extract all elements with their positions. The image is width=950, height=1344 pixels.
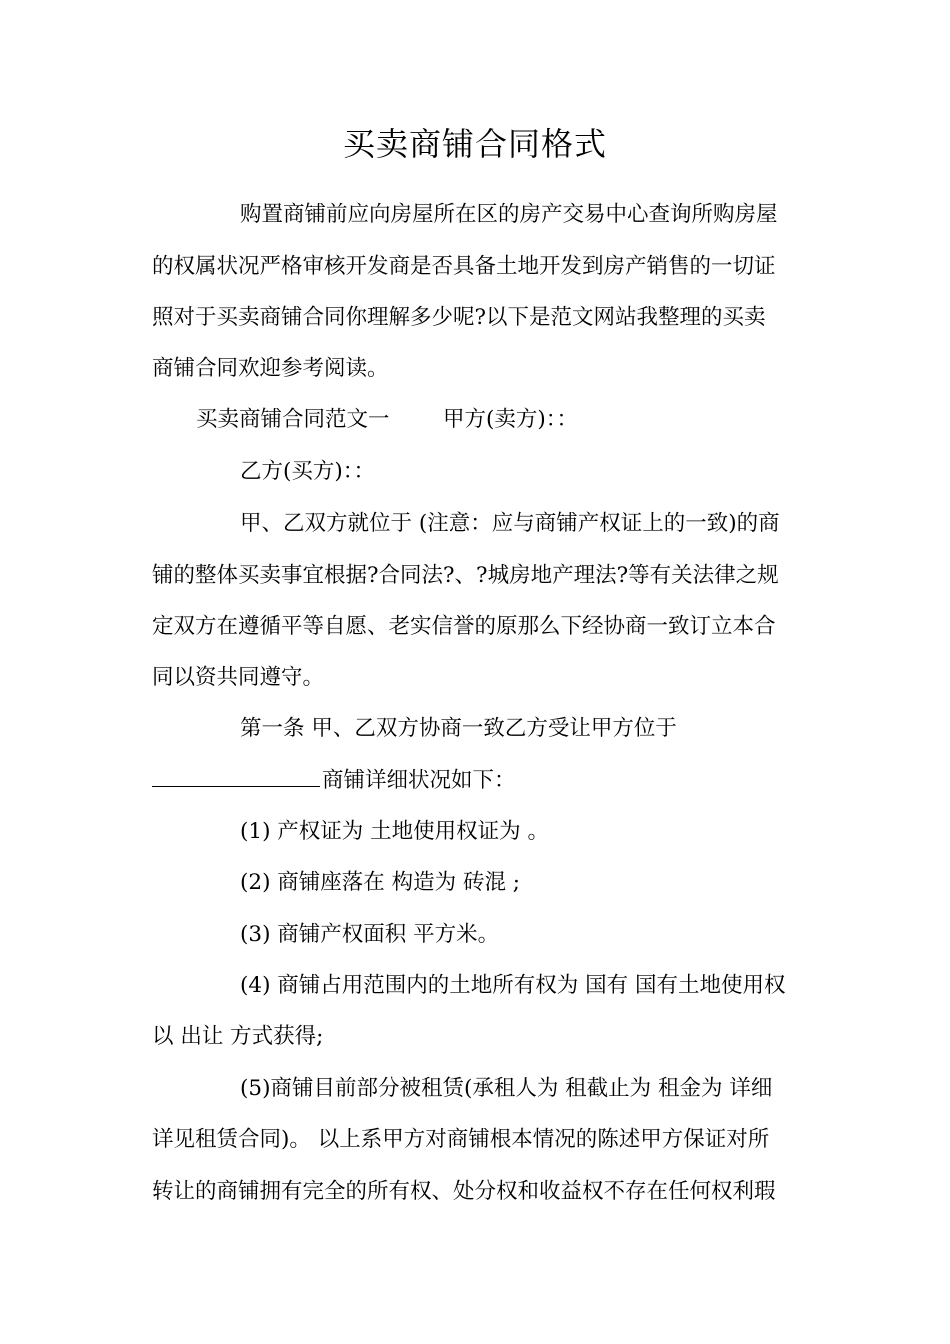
paragraph-line: 甲、乙双方就位于 (注意：应与商铺产权证上的一致)的商 [240, 511, 780, 536]
list-item-1: (1) 产权证为 土地使用权证为 。 [240, 819, 549, 844]
list-item-3: (3) 商铺产权面积 平方米。 [240, 922, 500, 947]
article-one-continued [152, 766, 516, 796]
party-b-line: 乙方(买方)：： [240, 459, 376, 484]
sample-heading: 买卖商铺合同范文一 [196, 407, 390, 432]
paragraph-text: 商铺详细状况如下： [322, 768, 516, 793]
paragraph-line: 转让的商铺拥有完全的所有权、处分权和收益权不存在任何权利瑕 [152, 1179, 776, 1204]
paragraph-line: 详见租赁合同)。 以上系甲方对商铺根本情况的陈述甲方保证对所 [152, 1127, 770, 1152]
list-item-4-continued: 以 出让 方式获得; [152, 1024, 324, 1049]
paragraph-line: 商铺合同欢迎参考阅读。 [152, 356, 389, 381]
list-item-5: (5)商铺目前部分被租赁(承租人为 租截止为 租金为 详细 [240, 1076, 773, 1101]
paragraph-line: 定双方在遵循平等自愿、老实信誉的原那么下经协商一致订立本合 [152, 614, 776, 639]
paragraph-line: 铺的整体买卖事宜根据?合同法?、?城房地产理法?等有关法律之规 [152, 563, 779, 588]
paragraph-line: 购置商铺前应向房屋所在区的房产交易中心查询所购房屋 [240, 202, 778, 227]
article-one-line: 第一条 甲、乙双方协商一致乙方受让甲方位于 [240, 716, 677, 741]
paragraph-line: 照对于买卖商铺合同你理解多少呢?以下是范文网站我整理的买卖 [152, 305, 766, 330]
paragraph-line: 同以资共同遵守。 [152, 665, 325, 690]
party-a-line: 甲方(卖方)：： [443, 407, 579, 432]
paragraph-line: 的权属状况严格审核开发商是否具备土地开发到房产销售的一切证 [152, 254, 776, 279]
document-title: 买卖商铺合同格式 [342, 125, 607, 163]
list-item-4: (4) 商铺占用范围内的土地所有权为 国有 国有土地使用权 [240, 973, 786, 998]
list-item-2: (2) 商铺座落在 构造为 砖混 ; [240, 870, 521, 895]
fill-in-blank [152, 766, 320, 787]
